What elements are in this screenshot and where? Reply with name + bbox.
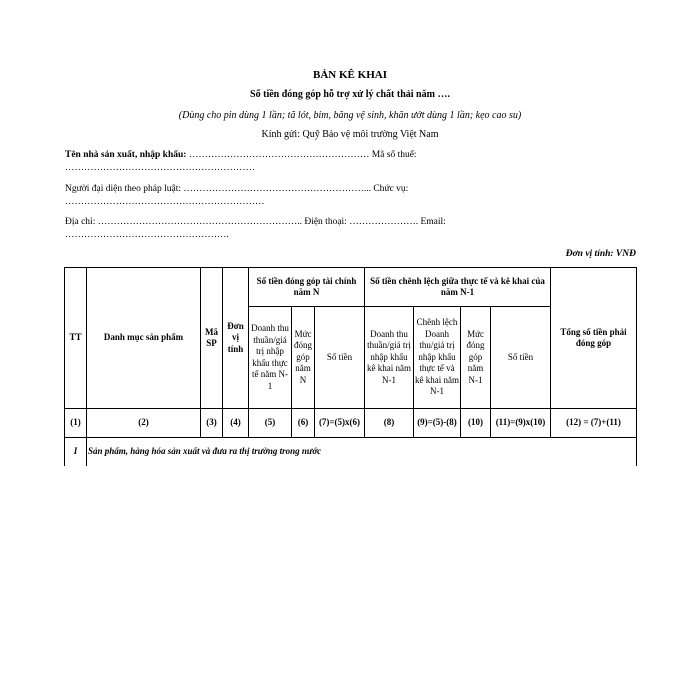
col-number: (2) xyxy=(87,409,201,438)
producer-dots: ………………………………………………… xyxy=(186,150,370,160)
producer-line xyxy=(65,150,417,160)
header-amount-prev: Số tiền xyxy=(491,307,551,409)
col-number: (4) xyxy=(223,409,249,438)
header-rate-n: Mức đóng góp năm N xyxy=(292,307,315,409)
document-subtitle: Số tiền đóng góp hỗ trợ xử lý chất thải năm …. xyxy=(250,89,450,100)
declaration-table xyxy=(64,267,637,466)
header-tt: TT xyxy=(65,268,87,409)
currency-unit: Đơn vị tính: VNĐ xyxy=(565,249,636,259)
header-revenue-declared: Doanh thu thuần/giá trị nhập khẩu kê khai năm N-1 xyxy=(365,307,414,409)
header-difference: Chênh lệch Doanh thu/giá trị nhập khẩu thực tế và kê khai năm N-1 xyxy=(414,307,461,409)
col-number: (6) xyxy=(292,409,315,438)
producer-label: Tên nhà sản xuất, nhập khẩu: xyxy=(65,150,187,160)
representative-dots-line: ……………………………………………………… xyxy=(65,197,265,207)
col-number: (1) xyxy=(65,409,87,438)
header-total: Tổng số tiền phải đóng góp xyxy=(551,268,637,409)
col-number: (12) = (7)+(11) xyxy=(551,409,637,438)
col-number: (11)=(9)x(10) xyxy=(491,409,551,438)
document-title: BẢN KÊ KHAI xyxy=(313,69,387,81)
section-name: Sản phẩm, hàng hóa sản xuất và đưa ra thị trường trong nước xyxy=(87,438,637,467)
header-category: Danh mục sản phẩm xyxy=(87,268,201,409)
col-number: (10) xyxy=(461,409,491,438)
document-note: (Dùng cho pin dùng 1 lần; tã lót, bỉm, băng vệ sinh, khăn ướt dùng 1 lần; kẹo cao su) xyxy=(178,110,522,121)
tax-code-label: Mã số thuế: xyxy=(369,150,417,160)
address-dots-line: ……………………………………………. xyxy=(65,230,229,240)
col-number: (8) xyxy=(365,409,414,438)
header-group-contribution: Số tiền đóng góp tài chính năm N xyxy=(249,268,365,307)
producer-dots-line: …………………………………………………… xyxy=(65,163,255,173)
col-number: (3) xyxy=(201,409,223,438)
header-group-difference: Số tiền chênh lệch giữa thực tế và kê khai của năm N-1 xyxy=(365,268,551,307)
col-number: (7)=(5)x(6) xyxy=(315,409,365,438)
section-number: I xyxy=(65,438,87,467)
header-unit: Đơn vị tính xyxy=(223,268,249,409)
recipient-line: Kính gửi: Quỹ Bảo vệ môi trường Việt Nam xyxy=(261,129,439,140)
header-rate-prev: Mức đóng góp năm N-1 xyxy=(461,307,491,409)
header-code: Mã SP xyxy=(201,268,223,409)
address-line: Địa chỉ: ……………………………………………………….. Điện thoại: …………………. Email: xyxy=(65,217,446,227)
representative-line: Người đại diện theo pháp luật: …………………………………………………... Chức vụ: xyxy=(65,184,409,194)
header-revenue-n: Doanh thu thuần/giá trị nhập khẩu thực tế năm N-1 xyxy=(249,307,292,409)
col-number: (9)=(5)-(8) xyxy=(414,409,461,438)
header-amount-n: Số tiền xyxy=(315,307,365,409)
col-number: (5) xyxy=(249,409,292,438)
